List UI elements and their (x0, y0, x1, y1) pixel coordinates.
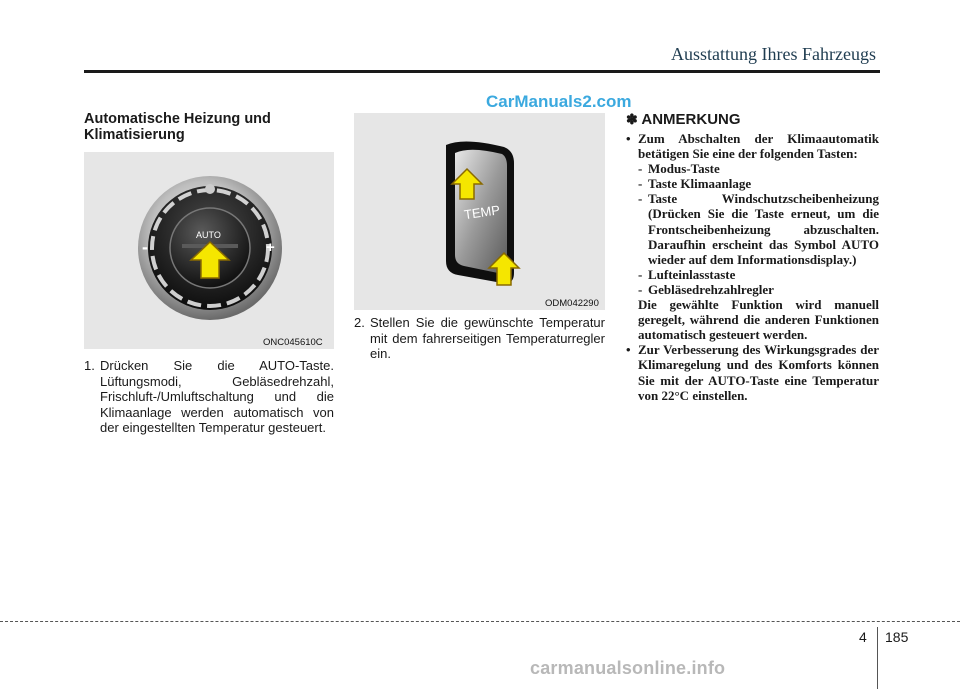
step-1-text: Drücken Sie die AUTO-Taste. Lüftungsmodi, Gebläsedrehzahl, Frischluft-/Umluftschaltung und die Klimaanlage werden automatisch von der eingestellten Temperatur gesteuert. (100, 358, 334, 436)
figure-auto-knob (84, 152, 334, 349)
temp-label: TEMP (463, 202, 501, 223)
knob-plus: + (266, 239, 275, 256)
header-rule (84, 70, 880, 73)
knob-auto-label: AUTO (196, 230, 221, 240)
note-star-icon: ✽ (626, 111, 638, 127)
note-item-1 (626, 131, 879, 342)
note-item-1-outro: Die gewählte Funktion wird manuell geregelt, während die anderen Funktionen automatisch gesteuert werden. (638, 297, 879, 343)
note-heading (626, 111, 741, 128)
temp-switch-illustration (354, 113, 605, 310)
note-title: ANMERKUNG (641, 111, 741, 128)
dash-item: - Modus-Taste (638, 161, 720, 177)
figure-temp-switch (354, 113, 605, 310)
dash-item: - Taste Klimaanlage (638, 176, 752, 192)
note-item-2-text: Zur Verbesserung des Wirkungsgrades der Klimaregelung und des Komforts können Sie mit der AUTO-Taste eine Temperatur von 22°C einstellen. (638, 342, 879, 403)
dash-item: - Gebläsedrehzahlregler (638, 281, 774, 297)
step-1 (84, 358, 334, 436)
footer-rule (0, 621, 960, 622)
dash-item: - Taste Windschutzscheibenheizung (Drücken Sie die Taste erneut, um die Frontscheibenheizung abzuschalten. Daraufhin erscheint das Symbol AUTO wieder auf dem Informationsdisplay.) (638, 191, 879, 267)
watermark-bottom: carmanualsonline.info (530, 658, 726, 678)
figure2-code: ODM042290 (545, 298, 599, 309)
chapter-number: 4 (859, 629, 867, 645)
bullet-icon: • (626, 342, 631, 358)
step-1-number: 1. (84, 358, 95, 373)
auto-knob-illustration (84, 152, 334, 349)
step-2-number: 2. (354, 315, 365, 330)
section-heading: Automatische Heizung und Klimatisierung (84, 111, 271, 143)
note-body (626, 131, 879, 403)
bullet-icon: • (626, 131, 631, 146)
note-item-1-intro: Zum Abschalten der Klimaautomatik betätigen Sie eine der folgenden Tasten: (638, 131, 879, 162)
footer-separator (877, 627, 878, 689)
note-item-2 (626, 342, 879, 402)
dash-item: - Lufteinlasstaste (638, 266, 736, 282)
step-2 (354, 315, 605, 362)
fan-icon (205, 184, 215, 194)
knob-minus: - (142, 237, 148, 257)
page-number: 185 (885, 629, 909, 645)
watermark-top: CarManuals2.com (486, 92, 632, 111)
step-2-text: Stellen Sie die gewünschte Temperatur mit dem fahrerseitigen Temperaturregler ein. (370, 315, 605, 362)
figure1-code: ONC045610C (263, 337, 323, 348)
header-title: Ausstattung Ihres Fahrzeugs (671, 44, 876, 64)
